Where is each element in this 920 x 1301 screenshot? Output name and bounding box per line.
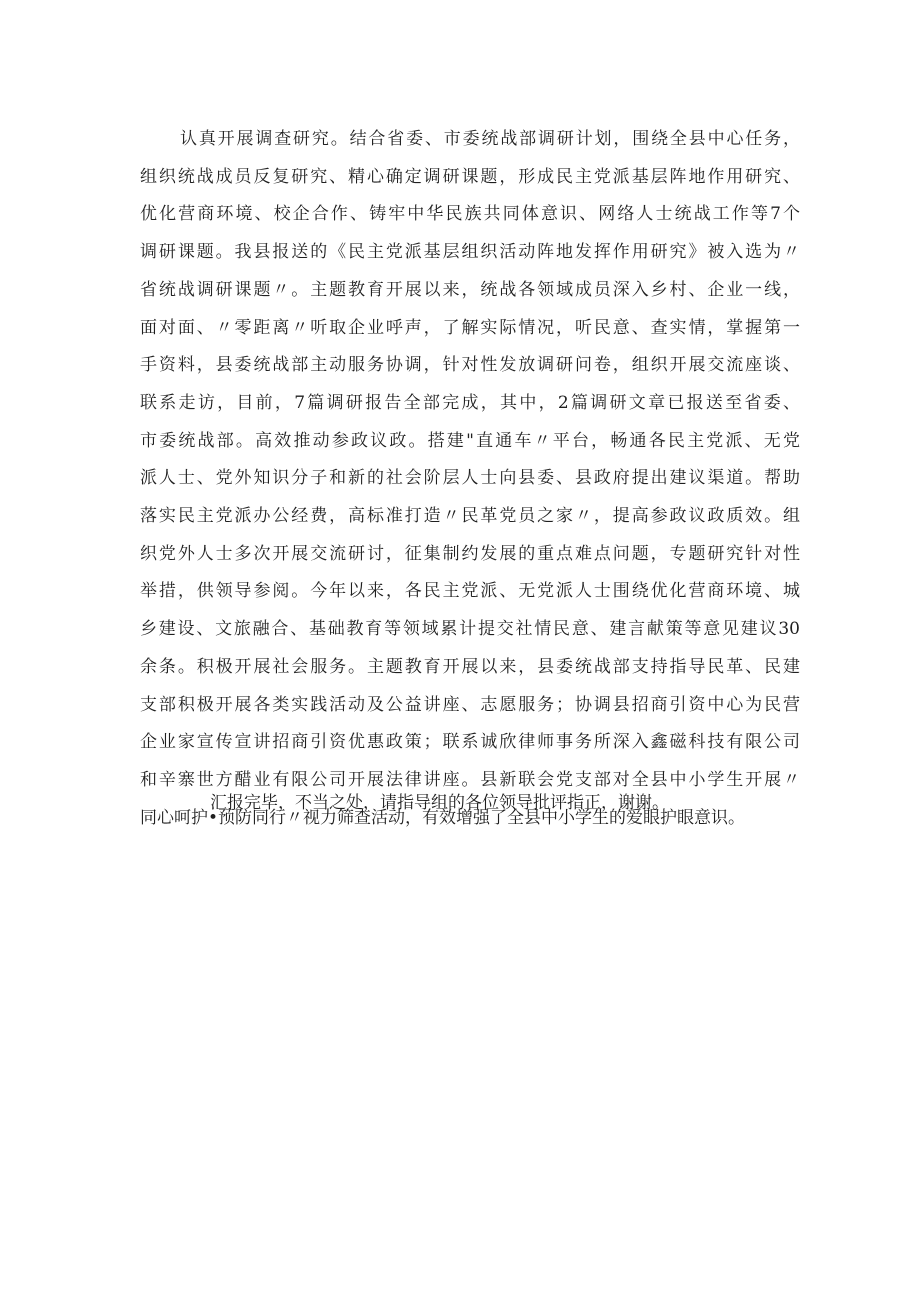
closing-paragraph: 汇报完毕，不当之处，请指导组的各位领导批评指正，谢谢。	[210, 793, 669, 813]
paragraph-line: 优化营商环境、校企合作、铸牢中华民族共同体意识、网络人士统战工作等7个	[140, 204, 800, 225]
paragraph-line: 落实民主党派办公经费，高标准打造〃民革党员之家〃，提高参政议政质效。组	[140, 506, 800, 527]
paragraph-line: 织党外人士多次开展交流研讨，征集制约发展的重点难点问题，专题研究针对性	[140, 543, 800, 564]
paragraph-line: 手资料，县委统战部主动服务协调，针对性发放调研问卷，组织开展交流座谈、	[140, 355, 800, 376]
paragraph-line: 调研课题。我县报送的《民主党派基层组织活动阵地发挥作用研究》被入选为〃	[140, 242, 800, 263]
paragraph-line: 市委统战部。高效推动参政议政。搭建"直通车〃平台，畅通各民主党派、无党	[140, 430, 800, 451]
paragraph-line: 余条。积极开展社会服务。主题教育开展以来，县委统战部支持指导民革、民建	[140, 656, 800, 677]
paragraph-line: 和辛寨世方醋业有限公司开展法律讲座。县新联会党支部对全县中小学生开展〃	[140, 769, 800, 790]
paragraph-line: 面对面、〃零距离〃听取企业呼声，了解实际情况，听民意、查实情，掌握第一	[140, 317, 800, 338]
paragraph-line: 省统战调研课题〃。主题教育开展以来，统战各领域成员深入乡村、企业一线，	[140, 279, 800, 300]
paragraph-line: 联系走访，目前，7篇调研报告全部完成，其中，2篇调研文章已报送至省委、	[140, 392, 800, 413]
paragraph-line: 组织统战成员反复研究、精心确定调研课题，形成民主党派基层阵地作用研究、	[140, 166, 800, 187]
paragraph-line: 派人士、党外知识分子和新的社会阶层人士向县委、县政府提出建议渠道。帮助	[140, 468, 800, 489]
paragraph-line: 支部积极开展各类实践活动及公益讲座、志愿服务；协调县招商引资中心为民营	[140, 694, 800, 715]
paragraph-line: 举措，供领导参阅。今年以来，各民主党派、无党派人士围绕优化营商环境、城	[140, 581, 800, 602]
paragraph-line: 乡建设、文旅融合、基础教育等领域累计提交社情民意、建言献策等意见建议30	[140, 619, 800, 640]
paragraph-line: 同心呵护•预防同行〃视力筛查活动，有效增强了全县中小学生的爱眼护眼意识。	[140, 807, 746, 828]
body-paragraph	[140, 121, 800, 837]
paragraph-line: 认真开展调查研究。结合省委、市委统战部调研计划，围绕全县中心任务，	[180, 129, 800, 149]
paragraph-line: 企业家宣传宣讲招商引资优惠政策；联系诚欣律师事务所深入鑫磁科技有限公司	[140, 732, 800, 753]
